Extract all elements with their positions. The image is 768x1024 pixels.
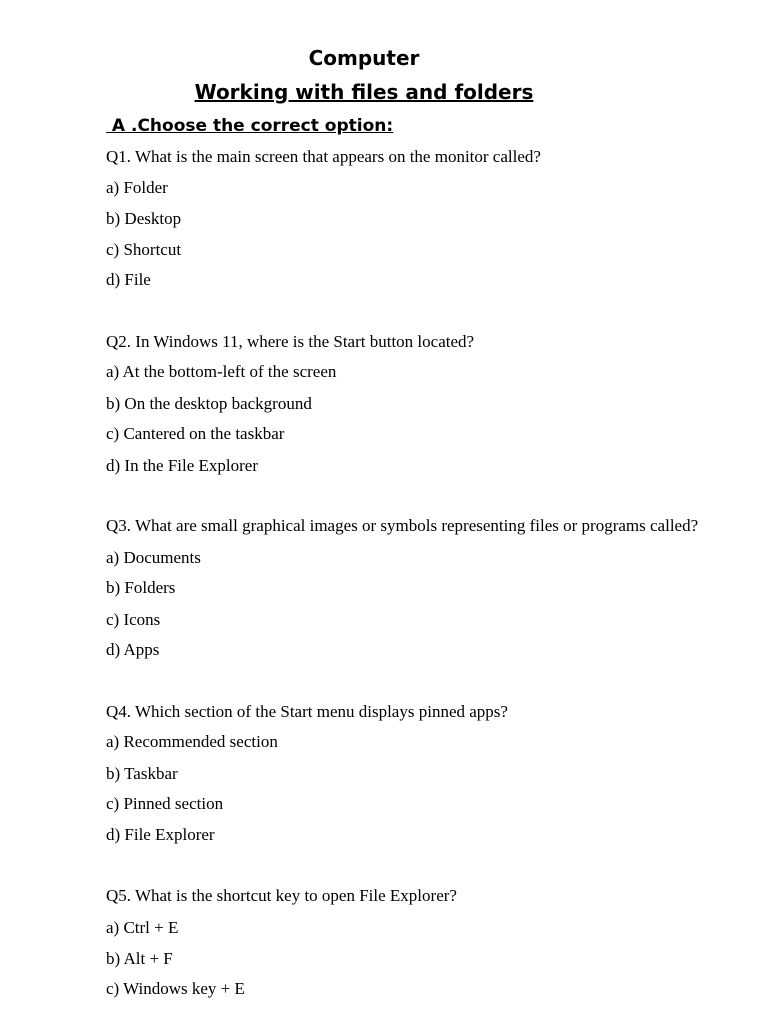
question-5-option-a: a) Ctrl + E: [106, 918, 179, 937]
question-1-text: Q1. What is the main screen that appears on the monitor called?: [106, 147, 541, 166]
question-4-text: Q4. Which section of the Start menu displays pinned apps?: [106, 702, 508, 721]
question-2-text: Q2. In Windows 11, where is the Start button located?: [106, 332, 475, 351]
question-3-option-b: b) Folders: [106, 578, 176, 597]
question-4-option-c: c) Pinned section: [106, 794, 224, 813]
question-4-option-b: b) Taskbar: [106, 764, 178, 783]
question-2-option-b: b) On the desktop background: [106, 394, 312, 413]
question-5-text: Q5. What is the shortcut key to open File Explorer?: [106, 886, 457, 905]
section-heading: A .Choose the correct option:: [106, 116, 394, 136]
question-4-option-a: a) Recommended section: [106, 732, 278, 751]
question-1-option-c: c) Shortcut: [106, 240, 182, 259]
question-1-option-b: b) Desktop: [106, 209, 182, 228]
question-2-option-d: d) In the File Explorer: [106, 456, 259, 475]
question-4-option-d: d) File Explorer: [106, 825, 215, 844]
question-3-option-a: a) Documents: [106, 548, 201, 567]
question-3-option-d: d) Apps: [106, 640, 160, 659]
question-5-option-b: b) Alt + F: [106, 949, 173, 968]
question-3-text: Q3. What are small graphical images or symbols representing files or programs called?: [106, 516, 699, 535]
question-1-option-a: a) Folder: [106, 178, 168, 197]
document-title: Computer: [308, 46, 420, 70]
question-1-option-d: d) File: [106, 270, 151, 289]
question-5-option-c: c) Windows key + E: [106, 979, 245, 998]
question-3-option-c: c) Icons: [106, 610, 161, 629]
question-2-option-c: c) Cantered on the taskbar: [106, 424, 285, 443]
question-2-option-a: a) At the bottom-left of the screen: [106, 362, 337, 381]
document-subtitle: Working with files and folders: [194, 80, 534, 104]
